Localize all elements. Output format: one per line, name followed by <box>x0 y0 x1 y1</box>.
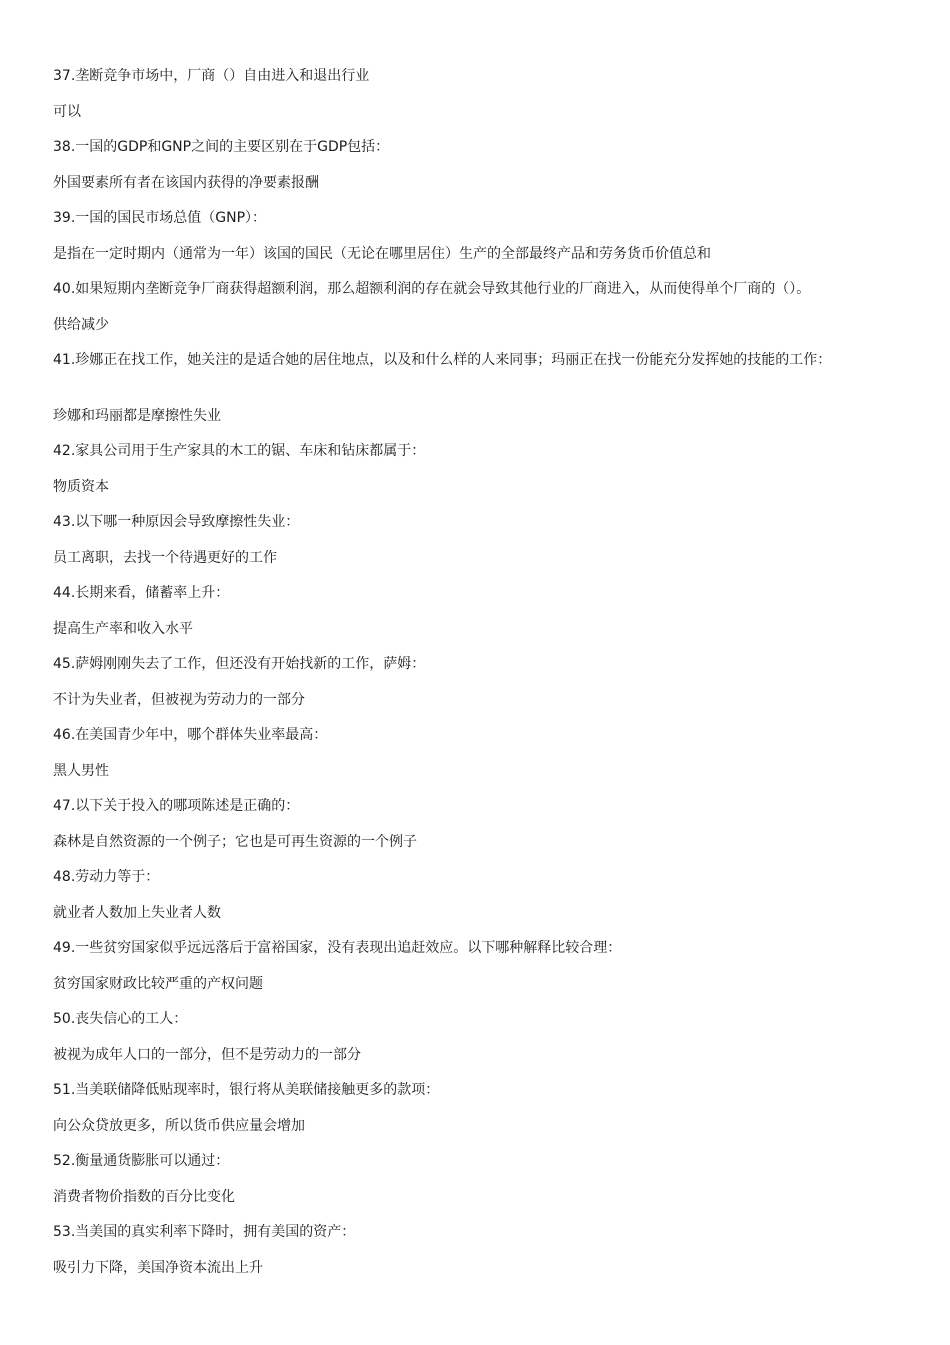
answer-50: 被视为成年人口的一部分，但不是劳动力的一部分 <box>53 1047 361 1063</box>
question-37: 37.垄断竞争市场中，厂商（）自由进入和退出行业 <box>53 68 370 84</box>
answer-43: 员工离职，去找一个待遇更好的工作 <box>53 550 277 566</box>
answer-39: 是指在一定时期内（通常为一年）该国的国民（无论在哪里居住）生产的全部最终产品和劳务货币价值总和 <box>53 246 711 262</box>
question-47: 47.以下关于投入的哪项陈述是正确的： <box>53 798 300 814</box>
question-48: 48.劳动力等于： <box>53 869 160 885</box>
answer-45: 不计为失业者，但被视为劳动力的一部分 <box>53 692 305 708</box>
question-40: 40.如果短期内垄断竞争厂商获得超额利润，那么超额利润的存在就会导致其他行业的厂商进入，从而使得单个厂商的（）。 <box>53 281 811 297</box>
answer-42: 物质资本 <box>53 479 109 495</box>
question-52: 52.衡量通货膨胀可以通过： <box>53 1153 230 1169</box>
question-53: 53.当美国的真实利率下降时，拥有美国的资产： <box>53 1224 356 1240</box>
answer-52: 消费者物价指数的百分比变化 <box>53 1189 235 1205</box>
answer-53: 吸引力下降，美国净资本流出上升 <box>53 1260 263 1276</box>
answer-44: 提高生产率和收入水平 <box>53 621 193 637</box>
question-43: 43.以下哪一种原因会导致摩擦性失业： <box>53 514 300 530</box>
question-51: 51.当美联储降低贴现率时，银行将从美联储接触更多的款项： <box>53 1082 440 1098</box>
answer-40: 供给减少 <box>53 317 109 333</box>
question-38: 38.一国的GDP和GNP之间的主要区别在于GDP包括： <box>53 139 390 155</box>
question-46: 46.在美国青少年中，哪个群体失业率最高： <box>53 727 328 743</box>
answer-41: 珍娜和玛丽都是摩擦性失业 <box>53 408 221 424</box>
answer-47: 森林是自然资源的一个例子；它也是可再生资源的一个例子 <box>53 834 417 850</box>
answer-48: 就业者人数加上失业者人数 <box>53 905 221 921</box>
question-39: 39.一国的国民市场总值（GNP）： <box>53 210 267 226</box>
question-45: 45.萨姆刚刚失去了工作，但还没有开始找新的工作，萨姆： <box>53 656 426 672</box>
question-42: 42.家具公司用于生产家具的木工的锯、车床和钻床都属于： <box>53 443 426 459</box>
answer-38: 外国要素所有者在该国内获得的净要素报酬 <box>53 175 319 191</box>
question-44: 44.长期来看，储蓄率上升： <box>53 585 230 601</box>
answer-49: 贫穷国家财政比较严重的产权问题 <box>53 976 263 992</box>
answer-37: 可以 <box>53 104 81 120</box>
question-49: 49.一些贫穷国家似乎远远落后于富裕国家，没有表现出追赶效应。以下哪种解释比较合理： <box>53 940 622 956</box>
question-41: 41.珍娜正在找工作，她关注的是适合她的居住地点，以及和什么样的人来同事；玛丽正在找一份能充分发挥她的技能的工作： <box>53 352 832 368</box>
answer-51: 向公众贷放更多，所以货币供应量会增加 <box>53 1118 305 1134</box>
question-50: 50.丧失信心的工人： <box>53 1011 188 1027</box>
answer-46: 黑人男性 <box>53 763 109 779</box>
